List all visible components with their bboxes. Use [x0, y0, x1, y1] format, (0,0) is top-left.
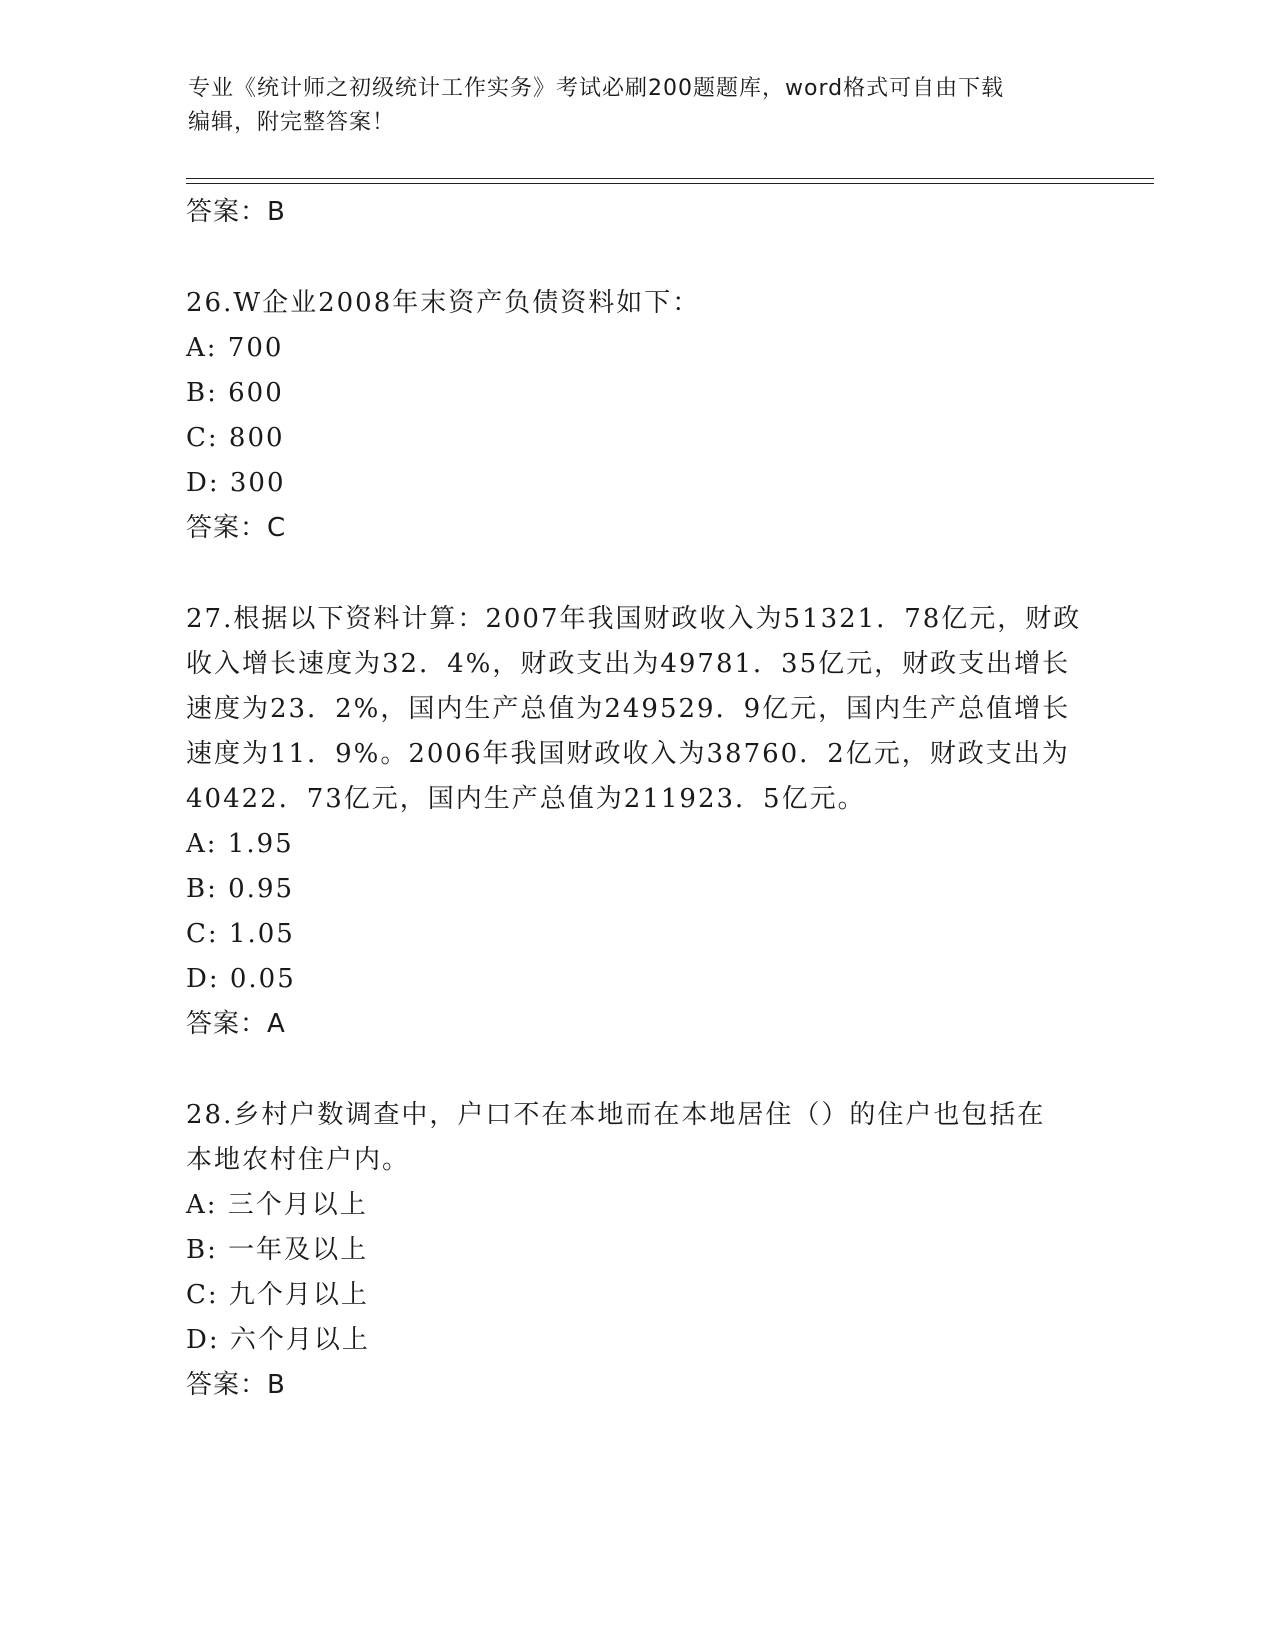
option-b: B: 一年及以上 [186, 1235, 369, 1265]
answer-previous: 答案：B [186, 197, 286, 227]
spacer [186, 235, 1086, 281]
option-d: D: 300 [186, 468, 286, 498]
answer: 答案：B [186, 1370, 286, 1400]
header-divider-bottom [186, 183, 1154, 184]
option-d: D: 六个月以上 [186, 1325, 370, 1355]
question-text-line-1: 27.根据以下资料计算：2007年我国财政收入为51321．78亿元，财政 [186, 604, 1082, 634]
option-a: A: 三个月以上 [186, 1190, 368, 1220]
header-line-1: 专业《统计师之初级统计工作实务》考试必刷200题题库，word格式可自由下载 [188, 76, 1005, 101]
option-c: C: 九个月以上 [186, 1280, 369, 1310]
question-text-line-3: 速度为23．2%，国内生产总值为249529．9亿元，国内生产总值增长 [186, 694, 1071, 724]
option-a: A: 1.95 [186, 829, 294, 859]
question-text-line-4: 速度为11．9%。2006年我国财政收入为38760．2亿元，财政支出为 [186, 739, 1070, 769]
question-text-line-1: 28.乡村户数调查中，户口不在本地而在本地居住（）的住户也包括在 [186, 1100, 1046, 1130]
question-28 [186, 1093, 1086, 1408]
question-27 [186, 597, 1086, 1047]
document-body [186, 190, 1086, 1408]
question-text: 26.W企业2008年末资产负债资料如下： [186, 288, 701, 318]
spacer [186, 1047, 1086, 1093]
header-divider-top [186, 178, 1154, 179]
answer: 答案：C [186, 513, 287, 543]
option-d: D: 0.05 [186, 964, 296, 994]
option-c: C: 800 [186, 423, 285, 453]
option-a: A: 700 [186, 333, 284, 363]
question-text-line-2: 收入增长速度为32．4%，财政支出为49781．35亿元，财政支出增长 [186, 649, 1071, 679]
header-line-2: 编辑，附完整答案！ [188, 110, 396, 135]
option-c: C: 1.05 [186, 919, 295, 949]
question-text-line-5: 40422．73亿元，国内生产总值为211923．5亿元。 [186, 784, 866, 814]
question-26 [186, 281, 1086, 551]
question-text-line-2: 本地农村住户内。 [186, 1145, 411, 1175]
spacer [186, 551, 1086, 597]
answer: 答案：A [186, 1009, 286, 1039]
document-header [188, 72, 1068, 140]
option-b: B: 600 [186, 378, 284, 408]
option-b: B: 0.95 [186, 874, 295, 904]
